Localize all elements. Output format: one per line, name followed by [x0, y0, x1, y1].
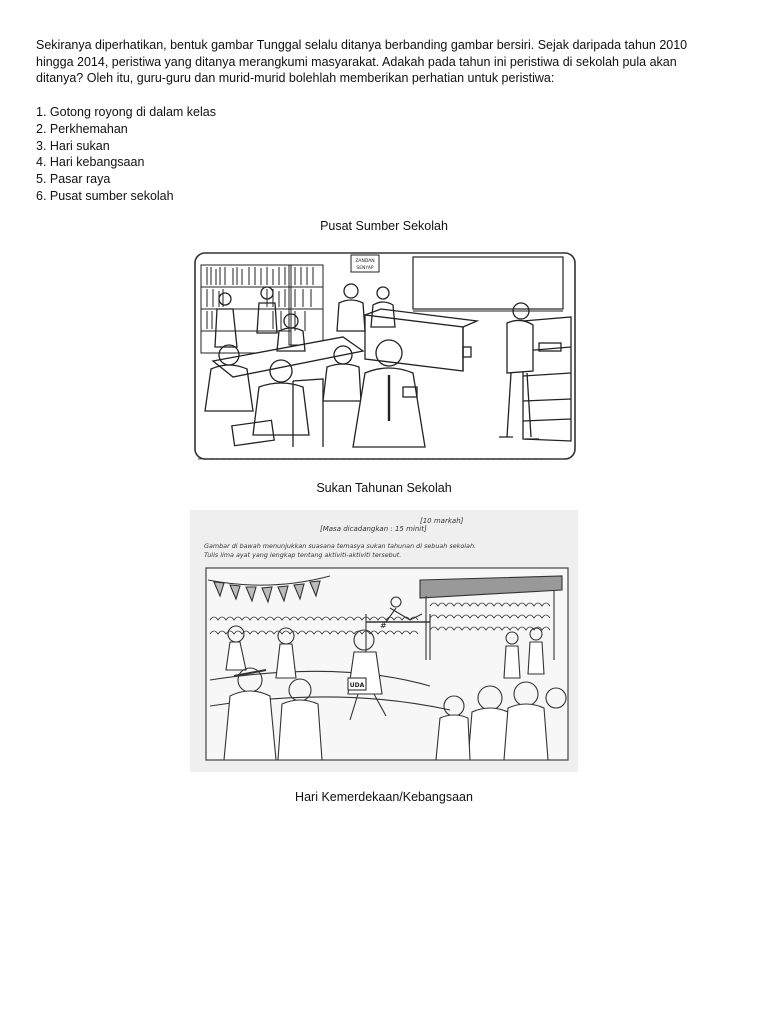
sports-instruction-line1: Gambar di bawah menunjukkan suasana temasya sukan tahunan di sebuah sekolah.	[204, 542, 477, 550]
library-sign-line1: ZANDAN	[355, 259, 375, 264]
national-day-caption: Hari Kemerdekaan/Kebangsaan	[295, 790, 473, 804]
runner-bib-label-2: #	[380, 621, 387, 630]
runner-bib-label: UDA	[349, 682, 365, 689]
sports-instruction-line2: Tulis lima ayat yang lengkap tentang aktiviti-aktiviti tersebut.	[204, 551, 402, 559]
sports-illustration	[190, 510, 578, 772]
sports-time: [Masa dicadangkan : 15 minit]	[320, 525, 427, 533]
intro-paragraph: Sekiranya diperhatikan, bentuk gambar Tunggal selalu ditanya berbanding gambar bersiri. Sejak daripada tahun 2010 hingga 2014, peristiwa yang ditanya merangkumi masyarakat. Adakah pada tahun ini peristiwa di sekolah pula akan ditanya? Oleh itu, guru-guru dan murid-murid bolehlah memberikan perhatian untuk peristiwa:	[36, 38, 688, 85]
sports-caption: Sukan Tahunan Sekolah	[316, 481, 452, 495]
library-caption: Pusat Sumber Sekolah	[320, 219, 448, 233]
library-illustration	[193, 251, 577, 463]
list-item: 3. Hari sukan	[36, 138, 110, 153]
list-item: 6. Pusat sumber sekolah	[36, 188, 174, 203]
event-list	[36, 104, 216, 205]
list-item: 1. Gotong royong di dalam kelas	[36, 105, 216, 119]
sports-marks: [10 markah]	[420, 517, 464, 525]
list-item: 5. Pasar raya	[36, 172, 111, 187]
list-item: 2. Perkhemahan	[36, 121, 128, 136]
library-sign-line2: SENYAP	[356, 266, 374, 271]
list-item: 4. Hari kebangsaan	[36, 155, 145, 170]
